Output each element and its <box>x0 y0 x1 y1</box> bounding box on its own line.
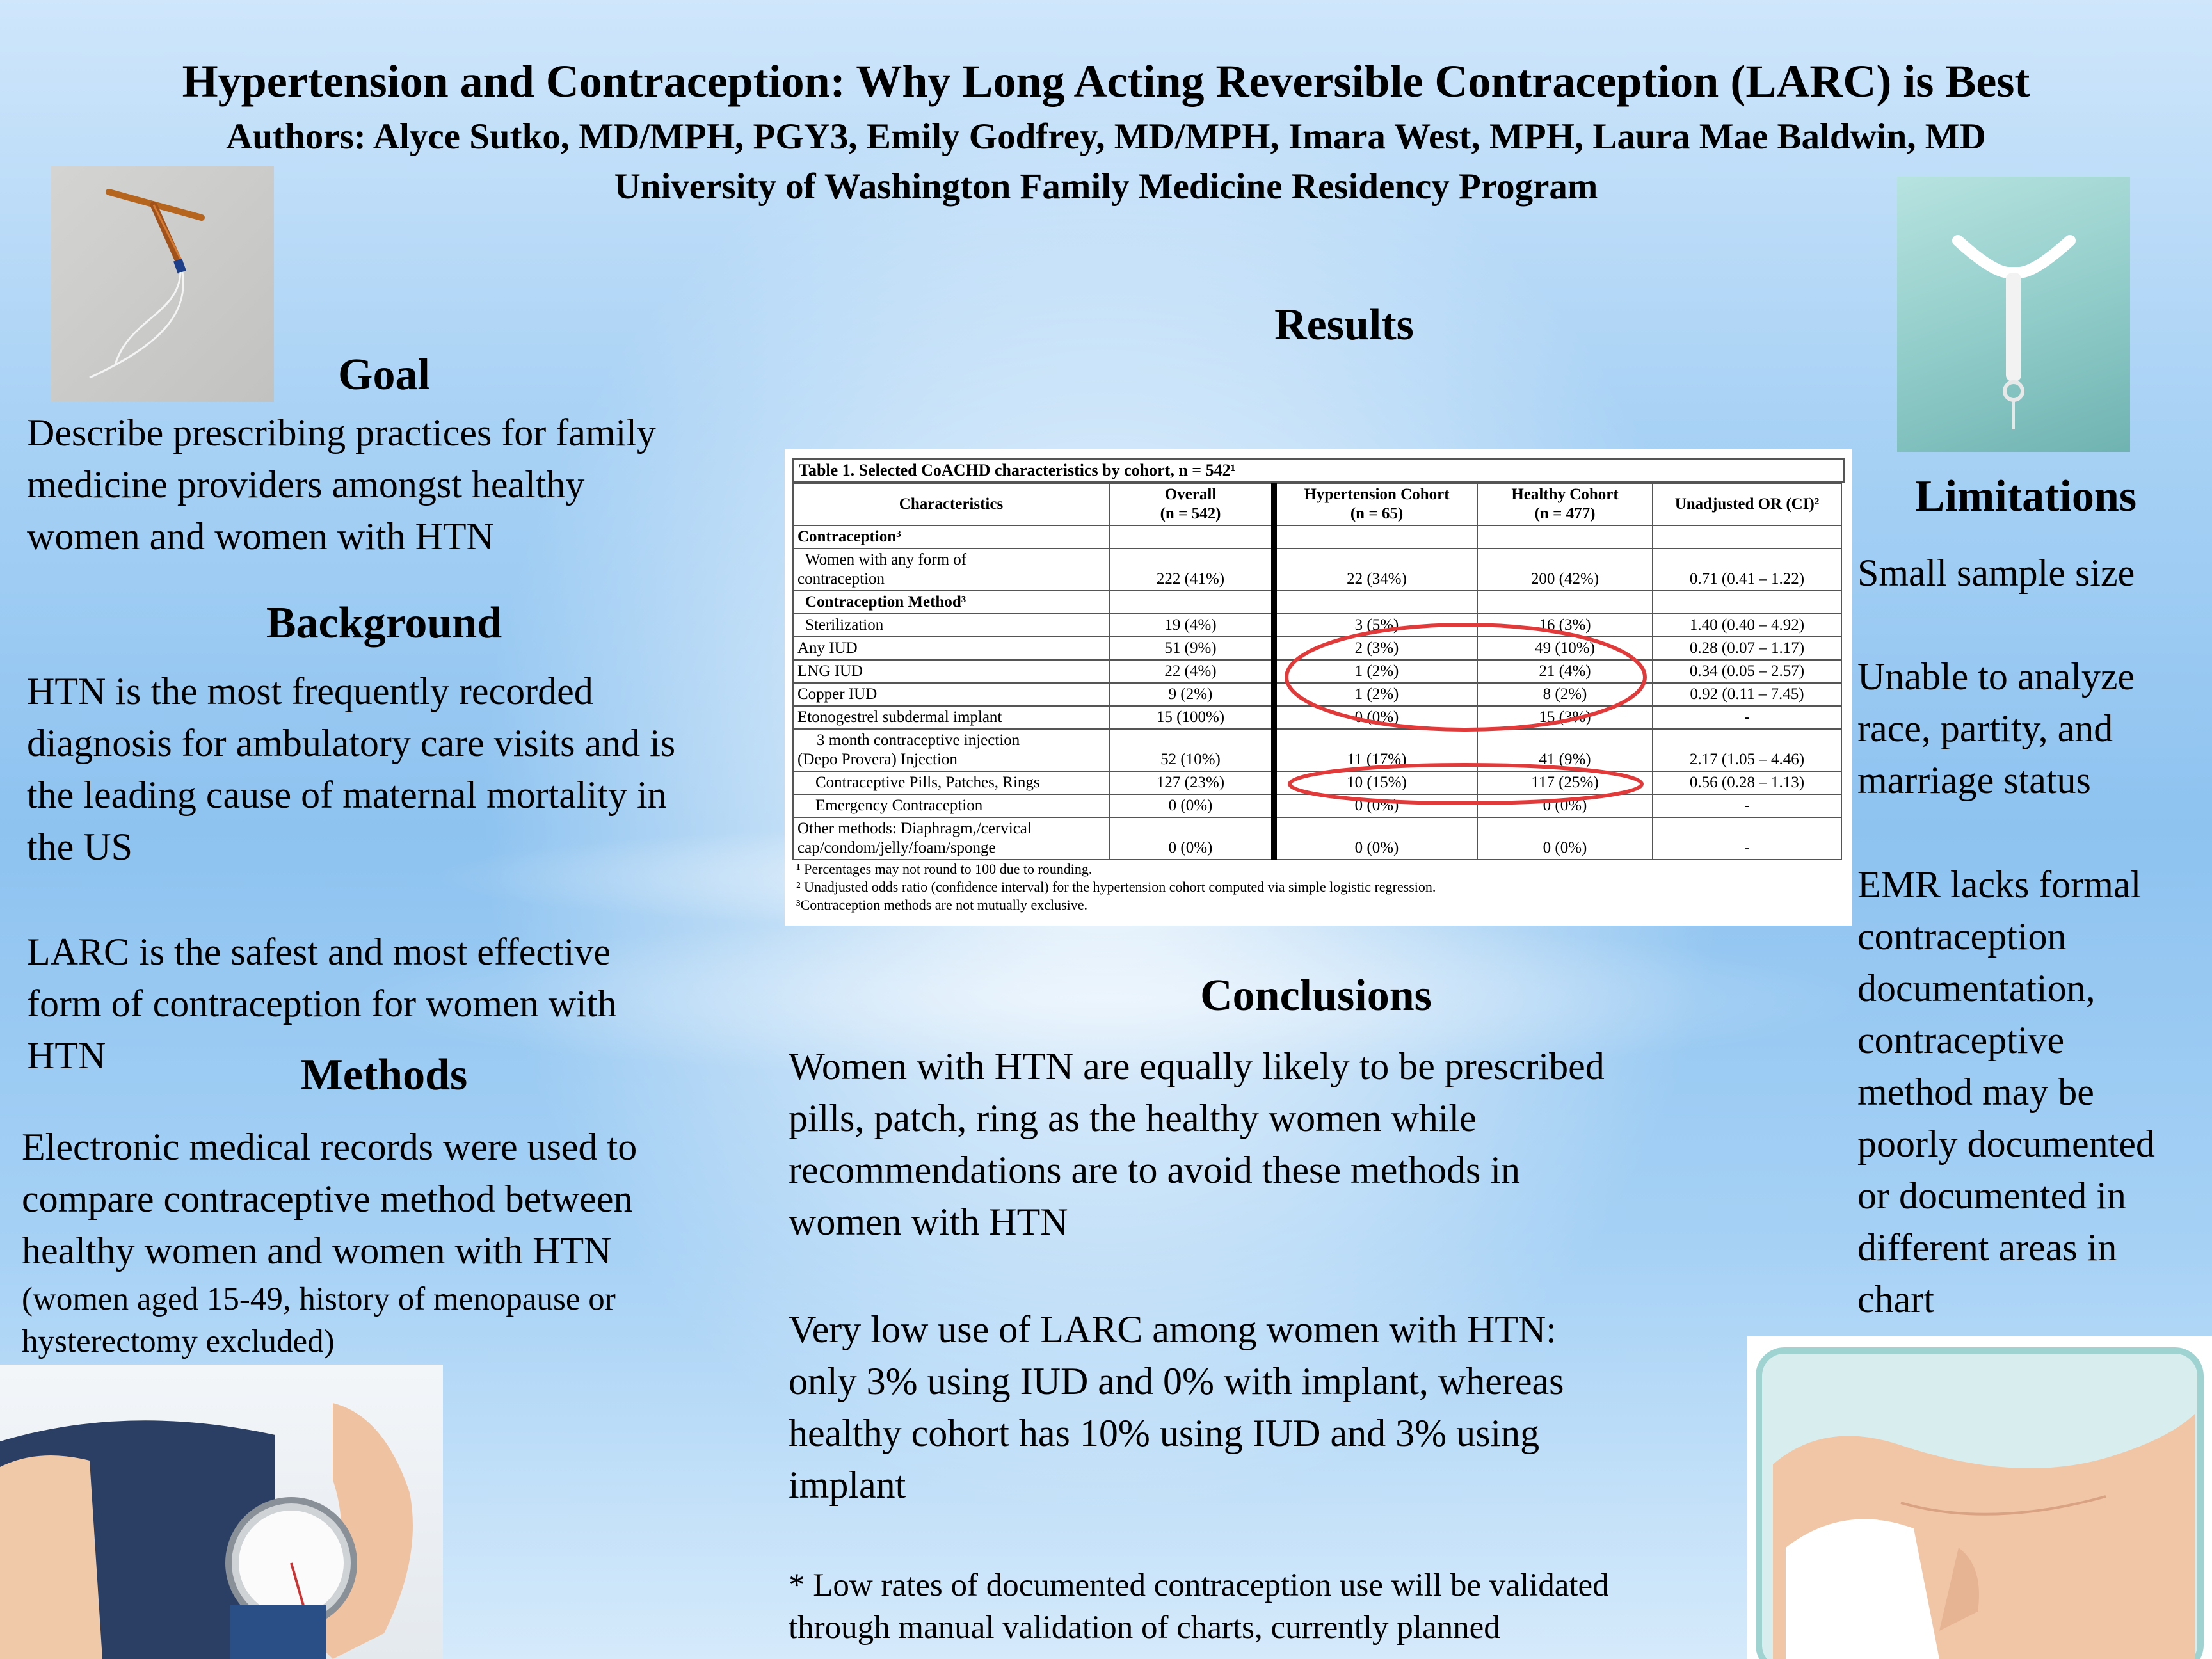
background-line: HTN <box>27 1034 106 1077</box>
results-table-panel <box>785 449 1852 926</box>
poster-affiliation: University of Washington Family Medicine Residency Program <box>614 166 1598 207</box>
conclusions-line: Women with HTN are equally likely to be prescribed <box>789 1045 1605 1087</box>
table-row: Contraceptive Pills, Patches, Rings 127 (23%) 10 (15%) 117 (25%) 0.56 (0.28 – 1.13) <box>793 771 1841 794</box>
limitations-line: contraception <box>1857 915 2067 958</box>
goal-line: women and women with HTN <box>27 515 494 557</box>
limitations-line: method may be <box>1857 1071 2094 1113</box>
conclusions-line: Very low use of LARC among women with HTN: <box>789 1308 1557 1350</box>
goal-text <box>27 407 656 563</box>
limitations-item-1: Small sample size <box>1857 552 2135 594</box>
conclusions-text-2 <box>789 1304 1564 1511</box>
table-row: Emergency Contraception 0 (0%) 0 (0%) 0 (0%) - <box>793 794 1841 817</box>
limitations-line: EMR lacks formal <box>1857 863 2142 906</box>
limitations-line: marriage status <box>1857 759 2091 801</box>
table-footnote: ² Unadjusted odds ratio (confidence interval) for the hypertension cohort computed via simple logistic regression. <box>796 879 1436 895</box>
iud-illustration-right <box>1897 177 2130 452</box>
goal-heading: Goal <box>338 350 430 399</box>
col-header-overall: Overall (n = 542) <box>1109 483 1274 525</box>
limitations-line: documentation, <box>1857 967 2096 1009</box>
blood-pressure-photo <box>0 1365 443 1659</box>
col-header-or: Unadjusted OR (CI)² <box>1653 483 1841 525</box>
methods-line: Electronic medical records were used to <box>22 1126 637 1168</box>
table-row: Women with any form of contraception 222 (41%) 22 (34%) 200 (42%) 0.71 (0.41 – 1.22) <box>793 549 1841 591</box>
poster-title: Hypertension and Contraception: Why Long Acting Reversible Contraception (LARC) is Best <box>182 56 2030 107</box>
table-header-row <box>793 483 1841 525</box>
limitations-line: contraceptive <box>1857 1019 2065 1061</box>
goal-line: medicine providers amongst healthy <box>27 463 585 506</box>
background-line: LARC is the safest and most effective <box>27 931 611 973</box>
limitations-item-3 <box>1857 859 2155 1326</box>
table-row: Sterilization 19 (4%) 3 (5%) 16 (3%) 1.40 (0.40 – 4.92) <box>793 614 1841 637</box>
table-footnote: ¹ Percentages may not round to 100 due to rounding. <box>796 861 1093 877</box>
limitations-item-2 <box>1857 651 2135 806</box>
methods-line: healthy women and women with HTN <box>22 1230 612 1272</box>
limitations-heading: Limitations <box>1914 472 2137 521</box>
methods-note-line: hysterectomy excluded) <box>22 1324 335 1359</box>
limitations-line: race, partity, and <box>1857 707 2113 749</box>
results-table <box>792 483 1842 860</box>
table-caption: Table 1. Selected CoACHD characteristics by cohort, n = 542¹ <box>792 458 1845 483</box>
table-row: 3 month contraceptive injection (Depo Provera) Injection 52 (10%) 11 (17%) 41 (9%) 2.17 (1.05 – 4.46) <box>793 729 1841 771</box>
conclusions-note <box>789 1564 1609 1649</box>
methods-note <box>22 1278 616 1363</box>
conclusions-line: implant <box>789 1464 906 1506</box>
conclusions-line: healthy cohort has 10% using IUD and 3% using <box>789 1412 1540 1454</box>
conclusions-note-line: * Low rates of documented contraception use will be validated <box>789 1567 1609 1603</box>
background-line: the leading cause of maternal mortality in <box>27 774 667 816</box>
col-header-characteristics: Characteristics <box>793 483 1109 525</box>
background-line: the US <box>27 826 132 868</box>
conclusions-line: recommendations are to avoid these methods in <box>789 1149 1521 1191</box>
conclusions-line: only 3% using IUD and 0% with implant, whereas <box>789 1360 1564 1402</box>
conclusions-line: women with HTN <box>789 1201 1068 1243</box>
col-header-hypertension: Hypertension Cohort (n = 65) <box>1274 483 1478 525</box>
table-section-row: Contraception³ <box>793 525 1841 549</box>
implant-arm-photo <box>1747 1336 2212 1659</box>
background-line: HTN is the most frequently recorded <box>27 670 593 712</box>
conclusions-line: pills, patch, ring as the healthy women while <box>789 1097 1477 1139</box>
limitations-line: different areas in <box>1857 1226 2117 1269</box>
background-line: form of contraception for women with <box>27 982 617 1025</box>
limitations-line: or documented in <box>1857 1174 2126 1217</box>
table-row: LNG IUD 22 (4%) 1 (2%) 21 (4%) 0.34 (0.05 – 2.57) <box>793 660 1841 683</box>
table-footnote: ³Contraception methods are not mutually exclusive. <box>796 897 1088 913</box>
limitations-line: chart <box>1857 1278 1934 1320</box>
background-line: diagnosis for ambulatory care visits and is <box>27 722 676 764</box>
conclusions-note-line: through manual validation of charts, currently planned <box>789 1610 1500 1646</box>
table-row: Other methods: Diaphragm,/cervical cap/condom/jelly/foam/sponge 0 (0%) 0 (0%) 0 (0%) - <box>793 817 1841 860</box>
limitations-line: poorly documented <box>1857 1123 2155 1165</box>
table-row: Copper IUD 9 (2%) 1 (2%) 8 (2%) 0.92 (0.11 – 7.45) <box>793 683 1841 706</box>
poster-authors: Authors: Alyce Sutko, MD/MPH, PGY3, Emily Godfrey, MD/MPH, Imara West, MPH, Laura Mae Baldwin, MD <box>226 116 1986 157</box>
table-row: Etonogestrel subdermal implant 15 (100%) 0 (0%) 15 (3%) - <box>793 706 1841 729</box>
methods-text <box>22 1121 637 1277</box>
results-heading: Results <box>1274 300 1414 349</box>
limitations-line: Unable to analyze <box>1857 655 2135 698</box>
table-section-row: Contraception Method³ <box>793 591 1841 614</box>
iud-photo-left <box>51 166 274 402</box>
methods-note-line: (women aged 15-49, history of menopause or <box>22 1281 616 1317</box>
background-text-1 <box>27 666 675 873</box>
col-header-healthy: Healthy Cohort (n = 477) <box>1477 483 1653 525</box>
background-heading: Background <box>266 598 502 648</box>
methods-heading: Methods <box>300 1050 468 1100</box>
table-row: Any IUD 51 (9%) 2 (3%) 49 (10%) 0.28 (0.07 – 1.17) <box>793 637 1841 660</box>
conclusions-heading: Conclusions <box>1200 971 1432 1020</box>
goal-line: Describe prescribing practices for family <box>27 412 656 454</box>
methods-line: compare contraceptive method between <box>22 1178 633 1220</box>
conclusions-text-1 <box>789 1041 1605 1248</box>
